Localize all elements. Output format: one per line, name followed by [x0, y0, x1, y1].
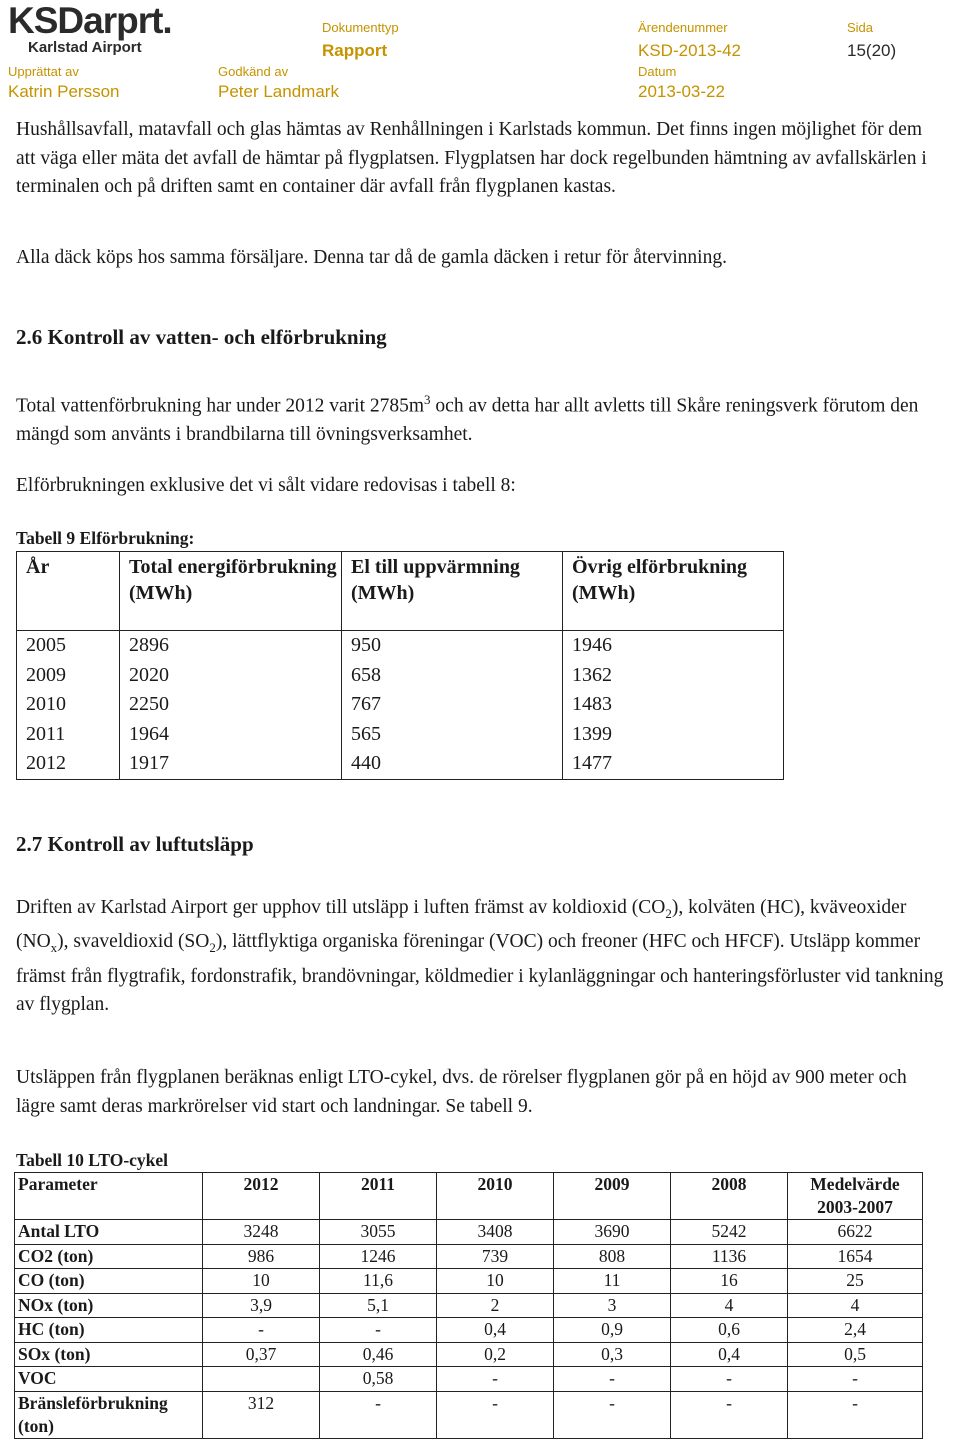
table-cell: 2,4	[788, 1318, 923, 1343]
table9-header-year: År	[17, 552, 120, 631]
table-cell: -	[437, 1367, 554, 1392]
table-cell: 0,5	[788, 1342, 923, 1367]
table-cell: 11	[554, 1269, 671, 1294]
table10-caption: Tabell 10 LTO-cykel	[16, 1150, 169, 1170]
electricity-paragraph: Elförbrukningen exklusive det vi sålt vidare redovisas i tabell 8:	[16, 475, 516, 496]
table10-header-2008: 2008	[671, 1173, 788, 1220]
table-cell: CO (ton)	[15, 1269, 203, 1294]
date-value: 2013-03-22	[638, 82, 725, 101]
table10-header-2011: 2011	[320, 1173, 437, 1220]
air-emissions-paragraph	[16, 894, 946, 1020]
table9-header-heating: El till uppvärmning (MWh)	[342, 552, 563, 631]
table-row	[17, 661, 784, 691]
table-cell: 1946	[563, 631, 784, 661]
text-run: Total vattenförbrukning har under 2012 varit 2785m	[16, 395, 425, 417]
table-cell: 3690	[554, 1220, 671, 1245]
table-row	[17, 720, 784, 750]
table-cell: 2896	[120, 631, 342, 661]
table-row	[15, 1244, 923, 1269]
table-row	[15, 1342, 923, 1367]
table-cell: -	[554, 1391, 671, 1438]
table-row	[15, 1318, 923, 1343]
date-label: Datum	[638, 64, 677, 79]
table-cell: 1477	[563, 749, 784, 779]
table-cell: 3408	[437, 1220, 554, 1245]
table-cell: -	[788, 1367, 923, 1392]
author-label: Upprättat av	[8, 64, 79, 79]
table-cell: 1654	[788, 1244, 923, 1269]
table-cell: SOx (ton)	[15, 1342, 203, 1367]
table-cell: 986	[203, 1244, 320, 1269]
table-cell: 739	[437, 1244, 554, 1269]
table-cell: 0,58	[320, 1367, 437, 1392]
table-cell: 2009	[17, 661, 120, 691]
table-cell: 2250	[120, 690, 342, 720]
table-row	[15, 1293, 923, 1318]
table-cell: 3055	[320, 1220, 437, 1245]
table-cell: Bränsleförbrukning (ton)	[15, 1391, 203, 1438]
text-run: x	[50, 940, 58, 956]
table-row	[17, 749, 784, 779]
text-run: 3	[424, 392, 431, 407]
table-cell: 440	[342, 749, 563, 779]
table-cell: 16	[671, 1269, 788, 1294]
case-number-value: KSD-2013-42	[638, 41, 742, 60]
table-cell: 10	[203, 1269, 320, 1294]
table-cell: 658	[342, 661, 563, 691]
table-cell: -	[788, 1391, 923, 1438]
doctype-label: Dokumenttyp	[322, 20, 399, 35]
page-value: 15(20)	[847, 41, 897, 60]
table-cell: 1483	[563, 690, 784, 720]
table9-header-other: Övrig elförbrukning (MWh)	[563, 552, 784, 631]
table-cell: 0,46	[320, 1342, 437, 1367]
table-cell: -	[203, 1318, 320, 1343]
company-logo	[8, 2, 172, 56]
table-cell: 1399	[563, 720, 784, 750]
page-label: Sida	[847, 20, 874, 35]
text-run: och av detta har allt avletts till Skåre reningsverk förutom den mängd som använts i brandbilarna till övningsverksamhet.	[16, 395, 919, 445]
text-run: ), lättflyktiga organiska föreningar (VOC) och freoner (HFC och HFCF). Utsläpp kommer främst från flygtrafik, fordonstrafik, brandövningar, köldmedier i kylanläggningar och hanteringsförluster vid tankning av flygplan.	[16, 931, 944, 1016]
table-row	[15, 1391, 923, 1438]
text-run: ), svaveldioxid (SO	[57, 931, 210, 953]
logo-subtitle: Karlstad Airport	[28, 39, 142, 56]
table10-header-average: Medelvärde 2003-2007	[788, 1173, 923, 1220]
table-cell: 1964	[120, 720, 342, 750]
text-run: Driften av Karlstad Airport ger upphov till utsläpp i luften främst av koldioxid (CO	[16, 897, 666, 918]
table-cell: 3,9	[203, 1293, 320, 1318]
table-row	[15, 1220, 923, 1245]
table-cell: 0,37	[203, 1342, 320, 1367]
table-cell: Antal LTO	[15, 1220, 203, 1245]
table-row	[17, 631, 784, 661]
table-cell: 808	[554, 1244, 671, 1269]
table-cell: 1246	[320, 1244, 437, 1269]
case-number-label: Ärendenummer	[638, 20, 728, 35]
table-cell: -	[320, 1391, 437, 1438]
table-cell: 2012	[17, 749, 120, 779]
logo-wordmark: KSDarprt.	[8, 0, 172, 41]
table-cell: -	[554, 1367, 671, 1392]
lto-paragraph: Utsläppen från flygplanen beräknas enligt LTO-cykel, dvs. de rörelser flygplanen gör på en höjd av 900 meter och lägre samt deras markrörelser vid start och landningar. Se tabell 9.	[16, 1067, 907, 1117]
table-cell: VOC	[15, 1367, 203, 1392]
table-cell: 0,4	[671, 1342, 788, 1367]
table-row	[15, 1269, 923, 1294]
table-cell: 5,1	[320, 1293, 437, 1318]
table-cell: 1917	[120, 749, 342, 779]
table-cell: CO2 (ton)	[15, 1244, 203, 1269]
table10-header-2010: 2010	[437, 1173, 554, 1220]
lto-table	[14, 1172, 923, 1439]
table-cell: 1136	[671, 1244, 788, 1269]
table-cell: 10	[437, 1269, 554, 1294]
table-cell: 6622	[788, 1220, 923, 1245]
table9-caption: Tabell 9 Elförbrukning:	[16, 528, 195, 548]
table-row	[15, 1367, 923, 1392]
table10-header-2009: 2009	[554, 1173, 671, 1220]
table-cell: -	[671, 1367, 788, 1392]
table-row	[17, 690, 784, 720]
table-cell: NOx (ton)	[15, 1293, 203, 1318]
table9-header-total: Total energiförbrukning (MWh)	[120, 552, 342, 631]
table10-header-2012: 2012	[203, 1173, 320, 1220]
table-cell: -	[671, 1391, 788, 1438]
doctype-value: Rapport	[322, 41, 388, 60]
table-cell: 3248	[203, 1220, 320, 1245]
table-cell: -	[320, 1318, 437, 1343]
table-cell: 950	[342, 631, 563, 661]
table-cell	[203, 1367, 320, 1392]
table-cell: 3	[554, 1293, 671, 1318]
document-header	[0, 0, 960, 110]
table10-header-parameter: Parameter	[15, 1173, 203, 1220]
table-cell: 5242	[671, 1220, 788, 1245]
table-cell: 4	[788, 1293, 923, 1318]
table-cell: 2010	[17, 690, 120, 720]
table-cell: 2	[437, 1293, 554, 1318]
table-cell: 4	[671, 1293, 788, 1318]
table-cell: 0,2	[437, 1342, 554, 1367]
table-cell: -	[437, 1391, 554, 1438]
table-cell: 2020	[120, 661, 342, 691]
table-cell: 2005	[17, 631, 120, 661]
table-cell: 0,9	[554, 1318, 671, 1343]
waste-paragraph: Hushållsavfall, matavfall och glas hämtas av Renhållningen i Karlstads kommun. Det finns ingen möjlighet för dem att väga eller mäta det avfall de hämtar på flygplatsen. Flygplatsen har dock regelbunden hämtning av avfallskärlen i terminalen och på driften samt en container där avfall från flygplanen kastas.	[16, 119, 927, 197]
section-heading-2-7: 2.7 Kontroll av luftutsläpp	[16, 832, 254, 856]
table-cell: 0,6	[671, 1318, 788, 1343]
approver-value: Peter Landmark	[218, 82, 339, 101]
table-cell: 11,6	[320, 1269, 437, 1294]
table-cell: 25	[788, 1269, 923, 1294]
electricity-table	[16, 551, 784, 780]
text-run: 2	[209, 940, 216, 956]
tires-paragraph: Alla däck köps hos samma försäljare. Denna tar då de gamla däcken i retur för återvinning.	[16, 247, 727, 268]
table-cell: 312	[203, 1391, 320, 1438]
table-cell: 0,3	[554, 1342, 671, 1367]
approver-label: Godkänd av	[218, 64, 289, 79]
table-cell: 1362	[563, 661, 784, 691]
table-cell: 767	[342, 690, 563, 720]
water-paragraph	[16, 386, 946, 450]
section-heading-2-6: 2.6 Kontroll av vatten- och elförbrukning	[16, 325, 387, 349]
table-cell: HC (ton)	[15, 1318, 203, 1343]
text-run: ), kolväten (HC), kväveoxider (NO	[16, 897, 907, 953]
table-cell: 2011	[17, 720, 120, 750]
table-cell: 565	[342, 720, 563, 750]
text-run: 2	[665, 905, 672, 921]
author-value: Katrin Persson	[8, 82, 120, 101]
table-cell: 0,4	[437, 1318, 554, 1343]
